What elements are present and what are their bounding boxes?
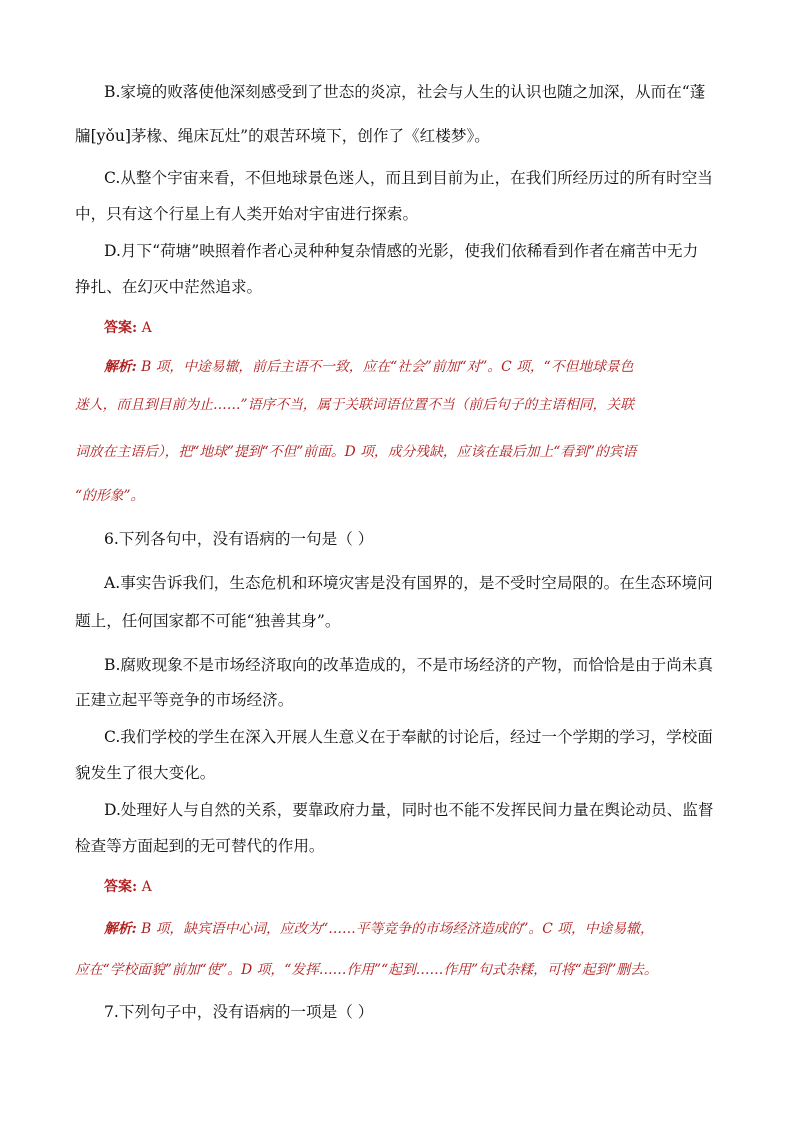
q6-option-d-line-2: 检查等方面起到的无可替代的作用。 [75,837,325,855]
q6-option-a-line-2: 题上，任何国家都不可能“独善其身”。 [75,612,341,630]
option-c-line-2: 中，只有这个行星上有人类开始对宇宙进行探索。 [75,205,419,223]
q6-option-d-line-1: D.处理好人与自然的关系，要靠政府力量，同时也不能不发挥民间力量在舆论动员、监督 [104,801,714,819]
q6-explanation-label: 解析: [104,921,137,937]
q6-option-c-line-1: C.我们学校的学生在深入开展人生意义在于奉献的讨论后，经过一个学期的学习，学校面 [104,728,713,746]
explanation-text: B 项，中途易辙，前后主语不一致，应在“社会”前加“对”。C 项，“不但地球景色 [141,359,634,375]
q6-option-c-line-2: 貌发生了很大变化。 [75,764,216,782]
option-b-line-2: 牖[yǒu]茅椽、绳床瓦灶”的艰苦环境下，创作了《红楼梦》。 [75,127,490,145]
q6-explanation-line-1 [104,917,654,937]
question-6-stem: 6.下列各句中，没有语病的一句是（ ） [104,530,374,548]
explanation-line-2: 迷人，而且到目前为止……”语序不当，属于关联词语位置不当（前后句子的主语相同，关联 [75,397,634,413]
q6-answer-label: 答案: [104,879,138,895]
explanation-line-3: 词放在主语后），把“地球”提到“不但”前面。D 项，成分残缺，应该在最后加上“看到”的宾语 [75,444,637,460]
explanation-label: 解析: [104,359,137,375]
answer-label: 答案: [104,320,138,336]
q6-explanation-line-2: 应在“学校面貌”前加“使”。D 项，“发挥……作用”“起到……作用”句式杂糅，可将“起到”删去。 [75,962,658,978]
q6-answer-line [104,876,152,896]
q6-explanation-text: B 项，缺宾语中心词，应改为“……平等竞争的市场经济造成的”。C 项，中途易辙， [141,921,654,937]
option-d-line-2: 挣扎、在幻灭中茫然追求。 [75,278,263,296]
q6-option-a-line-1: A.事实告诉我们，生态危机和环境灾害是没有国界的，是不受时空局限的。在生态环境问 [104,574,713,592]
q6-answer-value: A [141,879,152,895]
option-b-line-1: B.家境的败落使他深刻感受到了世态的炎凉，社会与人生的认识也随之加深，从而在“蓬 [104,83,706,101]
question-7-stem: 7.下列句子中，没有语病的一项是（ ） [104,1003,374,1021]
q6-option-b-line-1: B.腐败现象不是市场经济取向的改革造成的，不是市场经济的产物，而恰恰是由于尚未真 [104,656,713,674]
answer-line [104,317,152,337]
q6-option-b-line-2: 正建立起平等竞争的市场经济。 [75,691,294,709]
answer-value: A [141,320,152,336]
explanation-line-1 [104,355,634,375]
option-c-line-1: C.从整个宇宙来看，不但地球景色迷人，而且到目前为止，在我们所经历过的所有时空当 [104,169,713,187]
explanation-line-4: “的形象”。 [75,488,145,504]
option-d-line-1: D.月下“荷塘”映照着作者心灵种种复杂情感的光影，使我们依稀看到作者在痛苦中无力 [104,242,699,260]
